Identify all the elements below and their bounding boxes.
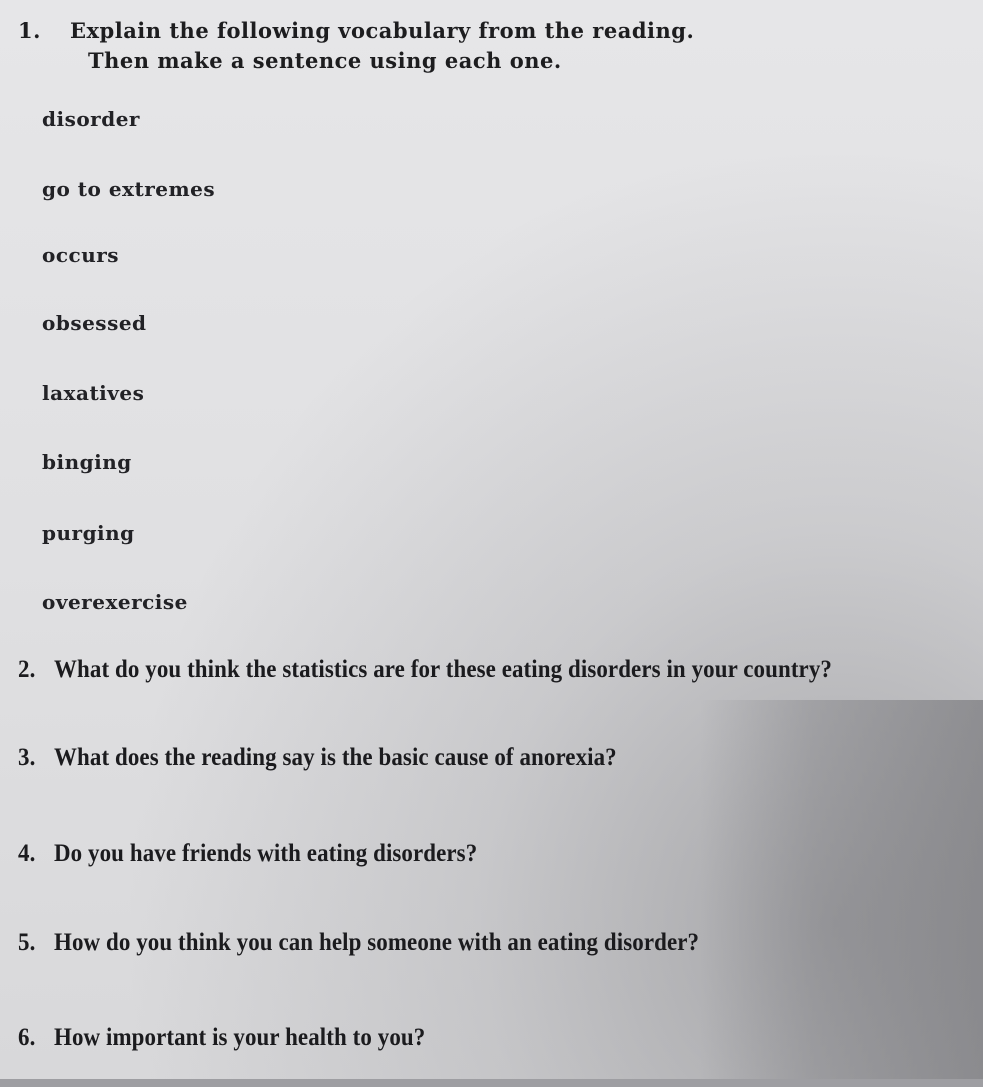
question-3-number: 3.	[18, 742, 36, 771]
vocab-item: binging	[42, 450, 132, 474]
question-6	[18, 1022, 425, 1052]
vocab-item: obsessed	[42, 311, 147, 335]
question-2	[18, 654, 832, 684]
question-6-number: 6.	[18, 1022, 36, 1051]
vocab-item: go to extremes	[42, 177, 216, 201]
question-5-number: 5.	[18, 927, 36, 956]
question-4	[18, 838, 477, 868]
vocab-item: overexercise	[42, 590, 188, 614]
question-1-line-2: Then make a sentence using each one.	[88, 48, 562, 73]
vocab-item: laxatives	[42, 381, 145, 405]
question-4-text: Do you have friends with eating disorders?	[54, 838, 478, 867]
question-2-text: What do you think the statistics are for these eating disorders in your country?	[54, 654, 832, 683]
question-2-number: 2.	[18, 654, 36, 683]
question-1-instructions	[18, 16, 694, 76]
page-bottom-edge	[0, 1079, 983, 1087]
question-6-text: How important is your health to you?	[54, 1022, 426, 1051]
page-shadow	[700, 700, 983, 1087]
vocab-item: purging	[42, 521, 135, 545]
vocab-item: occurs	[42, 243, 120, 267]
question-3	[18, 742, 617, 772]
question-3-text: What does the reading say is the basic cause of anorexia?	[54, 742, 617, 771]
question-1-line-1: Explain the following vocabulary from the reading.	[70, 18, 695, 43]
question-4-number: 4.	[18, 838, 36, 867]
question-1-number: 1.	[18, 18, 41, 43]
question-5-text: How do you think you can help someone with an eating disorder?	[54, 927, 700, 956]
question-5	[18, 927, 699, 957]
vocab-item: disorder	[42, 107, 140, 131]
